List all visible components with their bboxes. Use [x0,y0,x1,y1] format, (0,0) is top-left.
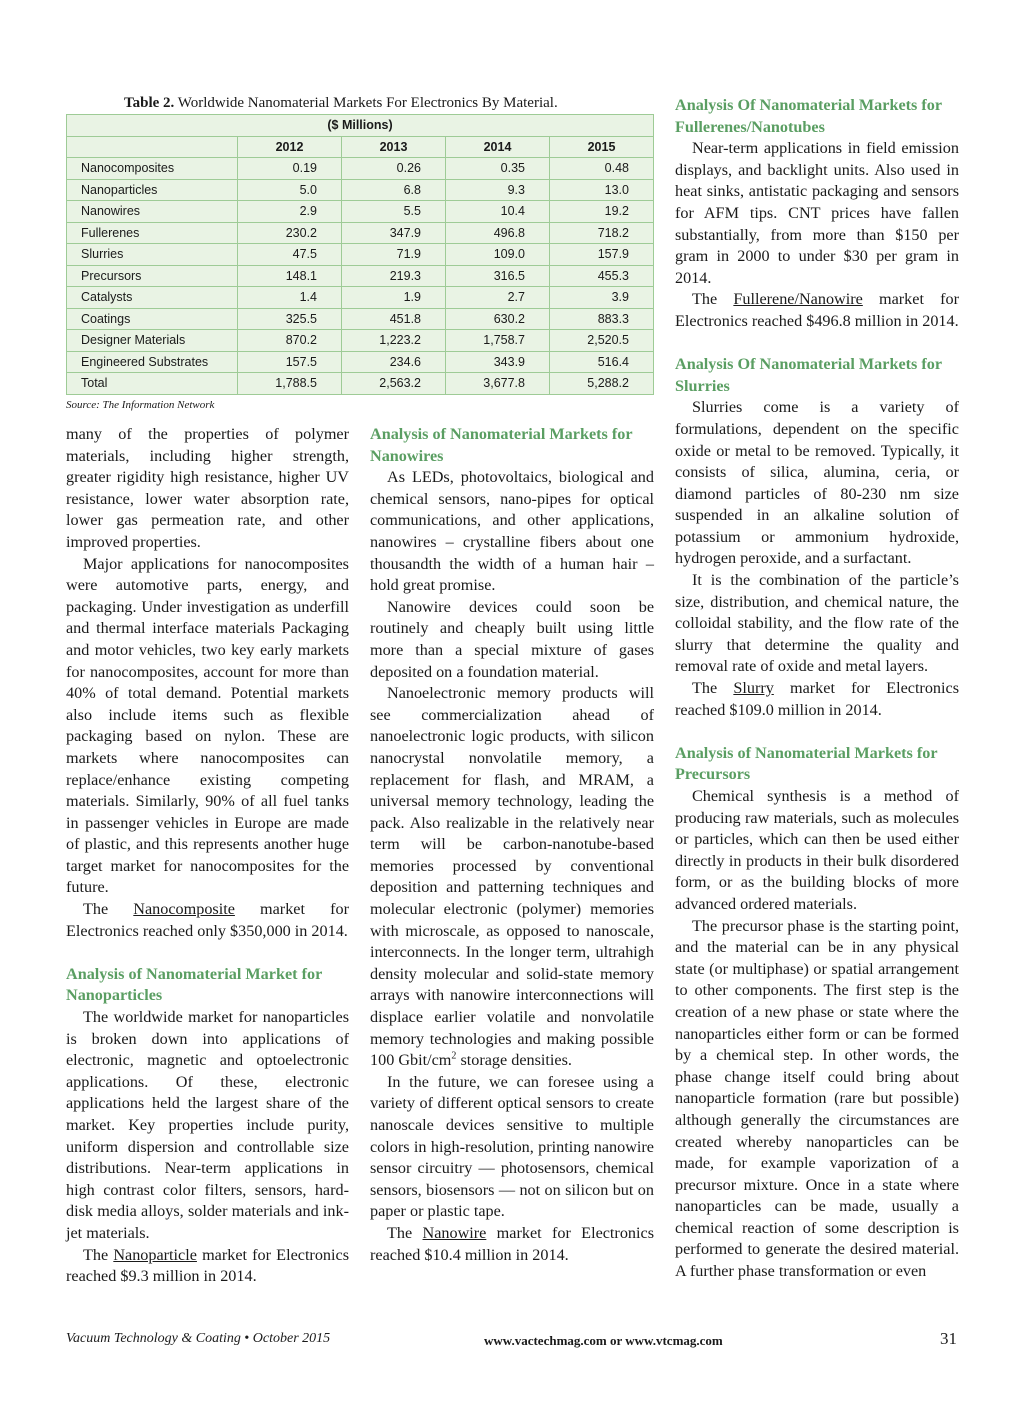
slurry-link[interactable]: Slurry [733,679,774,698]
paragraph [370,683,654,1072]
footer-urls[interactable]: www.vactechmag.com or www.vtcmag.com [484,1333,723,1348]
paragraph: Near-term applications in field emission displays, and backlight units. Also used in heat sinks, antistatic packaging and sensors for AFM tips. CNT prices have fallen substantially, from more than $150 per gram in 2000 to under $30 per gram in 2014. [675,139,959,287]
table-cell: 3.9 [550,287,654,309]
table-header-row [67,136,654,158]
table-cell: 343.9 [446,351,550,373]
row-label: Nanocomposites [67,158,238,180]
table-cell: 6.8 [342,179,446,201]
column-2 [370,424,654,1266]
footer-journal [66,1331,330,1347]
journal-name: Vacuum Technology & Coating [66,1331,241,1346]
table-units-row [67,115,654,137]
table-cell: 1.4 [238,287,342,309]
section-heading-slurries: Analysis Of Nanomaterial Markets for Slurries [675,355,942,395]
issue-date: October 2015 [252,1331,331,1346]
table-cell: 455.3 [550,265,654,287]
row-label: Engineered Substrates [67,351,238,373]
text: The [83,900,134,919]
table-cell: 718.2 [550,222,654,244]
table-cell: 10.4 [446,201,550,223]
table-units: ($ Millions) [67,115,654,137]
table-row [67,222,654,244]
table-cell: 230.2 [238,222,342,244]
text: The [387,1223,423,1242]
text: market for Electronics reached $109.0 million in 2014. [675,679,959,719]
paragraph: The worldwide market for nanoparticles is broken down into applications of electronic, magnetic and optoelectronic applications. Of these, electronic applications held the largest share of the market. Key properties include purity, uniform dispersion and controllable size distributions. Near-term applications in high contrast color filters, sensors, hard-disk media alloys, solder materials and ink-jet materials. [66,1008,349,1242]
table-body [67,158,654,395]
text: The [83,1245,114,1264]
paragraph: many of the properties of polymer materials, including higher strength, greater rigidity high resistance, higher UV resistance, lower water absorption rate, lower gas permeation rate, and other improved properties. [66,425,349,551]
paragraph: It is the combination of the particle’s size, distribution, and chemical nature, the colloidal stability, and the flow rate of the slurry that determine the quality and removal rate of oxide and metal layers. [675,571,959,676]
paragraph: The precursor phase is the starting point, and the material can be in any physical state (or multiphase) or spatial arrangement to other components. The first step is the creation of a new phase or state where the nanoparticles either form or can be formed by a chemical step. In other words, the phase change itself could bring about nanoparticle formation (rare but possible) although generally the circumstances are created whereby nanoparticles can be made, for example vaporization of a precursor mixture. Once in a state where nanoparticles can be made, usually a chemical reaction of some description is performed to generate the desired material. A further phase transformation or even [675,916,959,1281]
table-cell: 1,223.2 [342,330,446,352]
row-label: Fullerenes [67,222,238,244]
table-header-year: 2015 [550,136,654,158]
section-heading-nanowires: Analysis of Nanomaterial Markets for Nanowires [370,425,633,465]
table-cell: 1,788.5 [238,373,342,395]
table-cell: 883.3 [550,308,654,330]
table-row [67,330,654,352]
section-heading-nanoparticles: Analysis of Nanomaterial Market for Nanoparticles [66,964,322,1005]
table-cell: 451.8 [342,308,446,330]
table-row [67,287,654,309]
paragraph: Chemical synthesis is a method of producing raw materials, such as molecules or particles, which can then be used either directly in products in their bulk disordered form, or as the building blocks of more advanced ordered materials. [675,787,959,913]
table-cell: 0.35 [446,158,550,180]
paragraph: Nanowire devices could soon be routinely and cheaply built using little more than a special mixture of gases deposited on a foundation material. [370,597,654,681]
paragraph: As LEDs, photovoltaics, biological and chemical sensors, nano-pipes for optical communications, and other applications, nanowires – crystalline fibers about one thousandth the width of a human hair – hold great promise. [370,468,654,595]
nanoparticle-link[interactable]: Nanoparticle [113,1245,197,1264]
text: storage densities. [456,1051,572,1070]
table-header-year: 2014 [446,136,550,158]
table-cell: 630.2 [446,308,550,330]
table-cell: 109.0 [446,244,550,266]
nanowire-link[interactable]: Nanowire [422,1223,487,1242]
table-header-year: 2013 [342,136,446,158]
paragraph: Slurries come is a variety of formulations, dependent on the specific oxide or metal to be removed. Typically, it consists of silica, alumina, ceria, or diamond particles of 80-230 nm size suspended in an alkaline solution of potassium or ammonium hydroxide, hydrogen peroxide, and a surfactant. [675,398,959,568]
table-cell: 9.3 [446,179,550,201]
table-caption-label: Table 2. [124,95,175,111]
table-header-empty [67,136,238,158]
row-label: Designer Materials [67,330,238,352]
table-caption-text: Worldwide Nanomaterial Markets For Electronics By Material. [174,95,558,111]
table-cell: 0.48 [550,158,654,180]
table-cell: 234.6 [342,351,446,373]
superscript: 2 [451,1050,457,1062]
table-caption [124,95,558,112]
text: The [692,290,734,309]
table-cell: 2.9 [238,201,342,223]
paragraph: Major applications for nanocomposites were automotive parts, energy, and packaging. Under investigation as underfill and thermal interface materials Packaging and motor vehicles, two key early markets for nanocomposites, account for more than 40% of total demand. Potential markets also include items such as flexible packaging based on nylon. These are markets where nanocomposites can replace/enhance existing competing materials. Similarly, 90% of all fuel tanks in passenger vehicles in Europe are made of plastic, and this represents another huge target market for nanocomposites for the future. [66,554,349,897]
table-row [67,373,654,395]
table-cell: 316.5 [446,265,550,287]
table-header-year: 2012 [238,136,342,158]
table-cell: 157.5 [238,351,342,373]
page-number: 31 [940,1329,957,1348]
table-cell: 2,520.5 [550,330,654,352]
table-cell: 516.4 [550,351,654,373]
table-cell: 0.19 [238,158,342,180]
section-heading-precursors: Analysis of Nanomaterial Markets for Precursors [675,743,938,784]
text: Nanoelectronic memory products will see commercialization ahead of nanoelectronic logic products, with silicon nanocrystal nonvolatile memory, a replacement for flash, and MRAM, a universal memory technology, leading the pack. Also realizable in the relatively near term will be carbon-nanotube-based memories processed by conventional deposition and patterning techniques and molecular electronic (polymer) memories with microscale, as opposed to nanoscale, interconnects. In the longer term, ultrahigh density molecular and solid-state memory arrays with nanowire interconnections will displace earlier volatile and nonvolatile memory technologies and making possible 100 Gbit/cm [370,684,654,1070]
row-label: Slurries [67,244,238,266]
paragraph: In the future, we can foresee using a variety of different optical sensors to create nanoscale devices sensitive to multiple colors in high-resolution, printing nanowire sensor circuitry — photosensors, chemical sensors, biosensors — not on silicon but on paper or plastic tape. [370,1072,654,1221]
column-1 [66,424,349,1288]
paragraph [370,1223,654,1266]
table-cell: 2.7 [446,287,550,309]
text: The [692,679,734,698]
text: market for Electronics reached only $350,000 in 2014. [66,900,349,940]
table-cell: 19.2 [550,201,654,223]
table-row [67,179,654,201]
fullerene-nanowire-link[interactable]: Fullerene/Nanowire [733,290,863,309]
row-label: Precursors [67,265,238,287]
text: market for Electronics reached $496.8 million in 2014. [675,290,959,330]
table-cell: 5.5 [342,201,446,223]
row-label: Nanowires [67,201,238,223]
table-row [67,244,654,266]
table-row [67,265,654,287]
table-cell: 1.9 [342,287,446,309]
text: market for Electronics reached $9.3 million in 2014. [66,1245,349,1286]
paragraph [66,899,349,942]
table-row [67,351,654,373]
table-row [67,158,654,180]
section-heading-fullerenes: Analysis Of Nanomaterial Markets for Fullerenes/Nanotubes [675,96,942,136]
table-cell: 1,758.7 [446,330,550,352]
market-table [66,114,654,395]
table-cell: 148.1 [238,265,342,287]
table-cell: 219.3 [342,265,446,287]
table-cell: 0.26 [342,158,446,180]
nanocomposite-link[interactable]: Nanocomposite [133,900,235,919]
paragraph [675,678,959,721]
table-cell: 870.2 [238,330,342,352]
paragraph [66,1245,349,1288]
table-row [67,308,654,330]
separator: • [240,1331,253,1346]
table-cell: 496.8 [446,222,550,244]
paragraph [675,289,959,332]
table-source: Source: The Information Network [66,399,215,411]
table-cell: 2,563.2 [342,373,446,395]
row-label: Catalysts [67,287,238,309]
table-cell: 157.9 [550,244,654,266]
table-cell: 13.0 [550,179,654,201]
table-cell: 5,288.2 [550,373,654,395]
table-row [67,201,654,223]
table-cell: 347.9 [342,222,446,244]
text: market for Electronics reached $10.4 million in 2014. [370,1223,654,1264]
column-3 [675,95,959,1283]
table-cell: 5.0 [238,179,342,201]
table-cell: 325.5 [238,308,342,330]
row-label: Nanoparticles [67,179,238,201]
table-cell: 47.5 [238,244,342,266]
row-label: Coatings [67,308,238,330]
row-label: Total [67,373,238,395]
table-cell: 71.9 [342,244,446,266]
table-cell: 3,677.8 [446,373,550,395]
